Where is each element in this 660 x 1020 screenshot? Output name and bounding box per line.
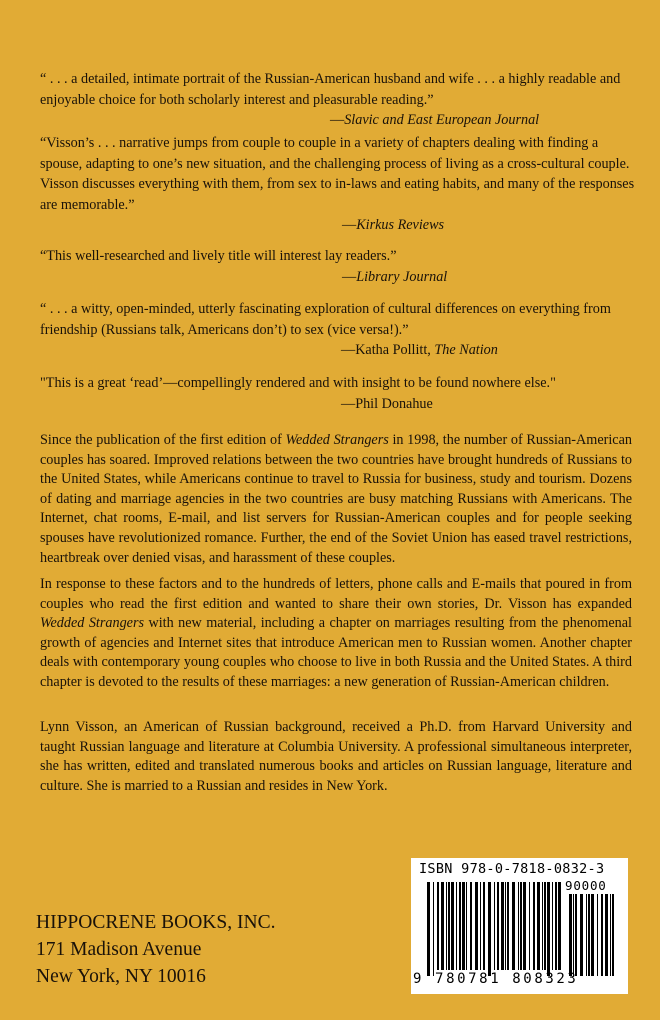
isbn-label: ISBN 978-0-7818-0832-3 bbox=[419, 861, 605, 877]
attribution-dash: — bbox=[342, 268, 357, 285]
quote-text: “This well-researched and lively title will interest lay readers.” bbox=[40, 248, 397, 264]
barcode-bar bbox=[507, 882, 509, 970]
barcode-bar bbox=[501, 882, 504, 970]
barcode-bar bbox=[612, 894, 614, 976]
barcode-bar bbox=[544, 882, 546, 970]
attribution-source: Slavic and East European Journal bbox=[344, 112, 540, 128]
book-title: Wedded Strangers bbox=[285, 432, 389, 448]
barcode-bar bbox=[586, 894, 587, 976]
barcode-bar bbox=[505, 882, 506, 970]
barcode-bar bbox=[441, 882, 444, 970]
attribution-source: The Nation bbox=[434, 342, 498, 358]
paragraph-text: Since the publication of the first edition of bbox=[40, 432, 286, 448]
paragraph-text: Lynn Visson, an American of Russian background, received a Ph.D. from Harvard University and taught Russian language and literature at Columbia University. A professional simultaneous interpreter, she has written, edited and translated numerous books and articles on Russian language, literature and culture. She is married to a Russian and resides in New York. bbox=[40, 719, 632, 794]
barcode-bar bbox=[575, 894, 577, 976]
barcode-bar bbox=[597, 894, 598, 976]
attribution-source: Kirkus Reviews bbox=[356, 217, 445, 233]
barcode-bar bbox=[466, 882, 467, 970]
barcode-bar bbox=[580, 894, 583, 976]
paragraph-text: in 1998, the number of Russian-American couples has soared. Improved relations between the two countries have brought hundreds of Russians to the United States, while Americans continue to travel to Russia for business, study and tourism. Dozens of dating and marriage agencies in the two countries are busy matching Russians with Americans. The Internet, chat rooms, E-mail, and list servers for Russian-American couples and for people seeking spouses have revolutionized romance. Further, the end of the Soviet Union has eased travel restrictions, heartbreak over denied visas, and harassment of these couples. bbox=[40, 432, 632, 566]
description-paragraph bbox=[40, 431, 632, 568]
barcode-bar bbox=[437, 882, 439, 970]
barcode-bar bbox=[601, 894, 603, 976]
attribution-dash: — bbox=[330, 112, 345, 128]
barcode-bar bbox=[497, 882, 499, 970]
quote-attribution bbox=[40, 394, 640, 415]
barcode-bar bbox=[433, 882, 434, 976]
quote-attribution bbox=[40, 215, 640, 236]
barcode-bar bbox=[552, 882, 553, 970]
isbn-barcode bbox=[411, 858, 628, 994]
barcode-bar bbox=[573, 894, 574, 976]
author-bio-paragraph bbox=[40, 718, 632, 796]
barcode-bar bbox=[427, 882, 430, 976]
book-title: Wedded Strangers bbox=[40, 615, 145, 632]
barcode-bar bbox=[518, 882, 519, 970]
barcode-bar bbox=[483, 882, 485, 970]
barcode-bar bbox=[569, 894, 572, 976]
paragraph-text: In response to these factors and to the hundreds of letters, phone calls and E-mails that poured in from couples who read the first edition and wanted to share their own stories, Dr. Visson has expanded bbox=[40, 576, 632, 612]
barcode-bar bbox=[512, 882, 515, 970]
barcode-bar bbox=[462, 882, 465, 970]
attribution-dash: — bbox=[342, 217, 357, 233]
barcode-bar bbox=[448, 882, 450, 970]
quote-attribution bbox=[40, 267, 640, 288]
barcode-bar bbox=[591, 894, 594, 976]
barcode-bar bbox=[520, 882, 522, 970]
publisher-name: HIPPOCRENE BOOKS, INC. bbox=[36, 912, 276, 933]
quote-text: “Visson’s . . . narrative jumps from couple to couple in a variety of chapters dealing with finding a spouse, adapting to one’s new situation, and the challenging process of living as a cross-cultural couple. Visson discusses everything with them, from sex to in-laws and eating habits, and many of the responses are memorable.” bbox=[40, 135, 635, 213]
barcode-bar bbox=[480, 882, 481, 970]
barcode-bar bbox=[494, 882, 495, 970]
description-paragraph bbox=[40, 575, 632, 693]
barcode-bar bbox=[523, 882, 526, 970]
barcode-bar bbox=[605, 894, 608, 976]
barcode-bar bbox=[529, 882, 530, 970]
attribution-dash: — bbox=[341, 395, 356, 412]
review-quote-library-journal bbox=[40, 246, 640, 287]
quote-attribution bbox=[40, 110, 640, 131]
publisher-address bbox=[36, 909, 275, 990]
barcode-bar bbox=[459, 882, 461, 970]
review-quote-kirkus bbox=[40, 133, 640, 236]
barcode-bar bbox=[588, 894, 590, 976]
barcode-bar bbox=[475, 882, 478, 970]
attribution-dash: — bbox=[341, 342, 356, 358]
publisher-street: 171 Madison Avenue bbox=[36, 939, 202, 960]
attribution-source: Library Journal bbox=[356, 268, 448, 285]
review-quote-slavic-journal bbox=[40, 69, 640, 131]
quote-text: “ . . . a detailed, intimate portrait of the Russian-American husband and wife . . . a highly readable and enjoyable choice for both scholarly interest and pleasurable reading.” bbox=[40, 71, 621, 108]
barcode-bar bbox=[555, 882, 557, 970]
barcode-bar bbox=[446, 882, 447, 970]
price-code: 90000 bbox=[565, 878, 607, 893]
paragraph-text: with new material, including a chapter on marriages resulting from the phenomenal growth of agencies and Internet sites that introduce American men to Russian women. Another chapter deals with contemporary young couples who choose to live in both Russia and the United States. A third chapter is devoted to the results of these marriages: a new generation of Russian-American children. bbox=[40, 615, 632, 690]
barcode-bar bbox=[488, 882, 491, 976]
barcode-bar bbox=[537, 882, 540, 970]
barcode-bar bbox=[470, 882, 472, 970]
quote-text: "This is a great ‘read’—compellingly rendered and with insight to be found nowhere else." bbox=[40, 375, 556, 391]
attribution-author: Phil Donahue bbox=[355, 395, 433, 412]
barcode-bar bbox=[558, 882, 561, 970]
barcode-bar bbox=[533, 882, 535, 970]
quote-attribution bbox=[40, 340, 640, 361]
barcode-bar bbox=[610, 894, 611, 976]
barcode-bar bbox=[456, 882, 457, 970]
barcode-digits: 9 780781 808323 bbox=[413, 971, 579, 987]
review-quote-the-nation bbox=[40, 299, 640, 361]
barcode-bar bbox=[451, 882, 454, 970]
barcode-bar bbox=[547, 882, 550, 976]
review-quote-phil-donahue bbox=[40, 373, 640, 414]
barcode-bar bbox=[542, 882, 543, 970]
publisher-city: New York, NY 10016 bbox=[36, 966, 206, 987]
attribution-author: Katha Pollitt, bbox=[355, 342, 435, 358]
quote-text: “ . . . a witty, open-minded, utterly fascinating exploration of cultural differences on everything from friendship (Russians talk, Americans don’t) to sex (vice versa!).” bbox=[40, 301, 611, 338]
